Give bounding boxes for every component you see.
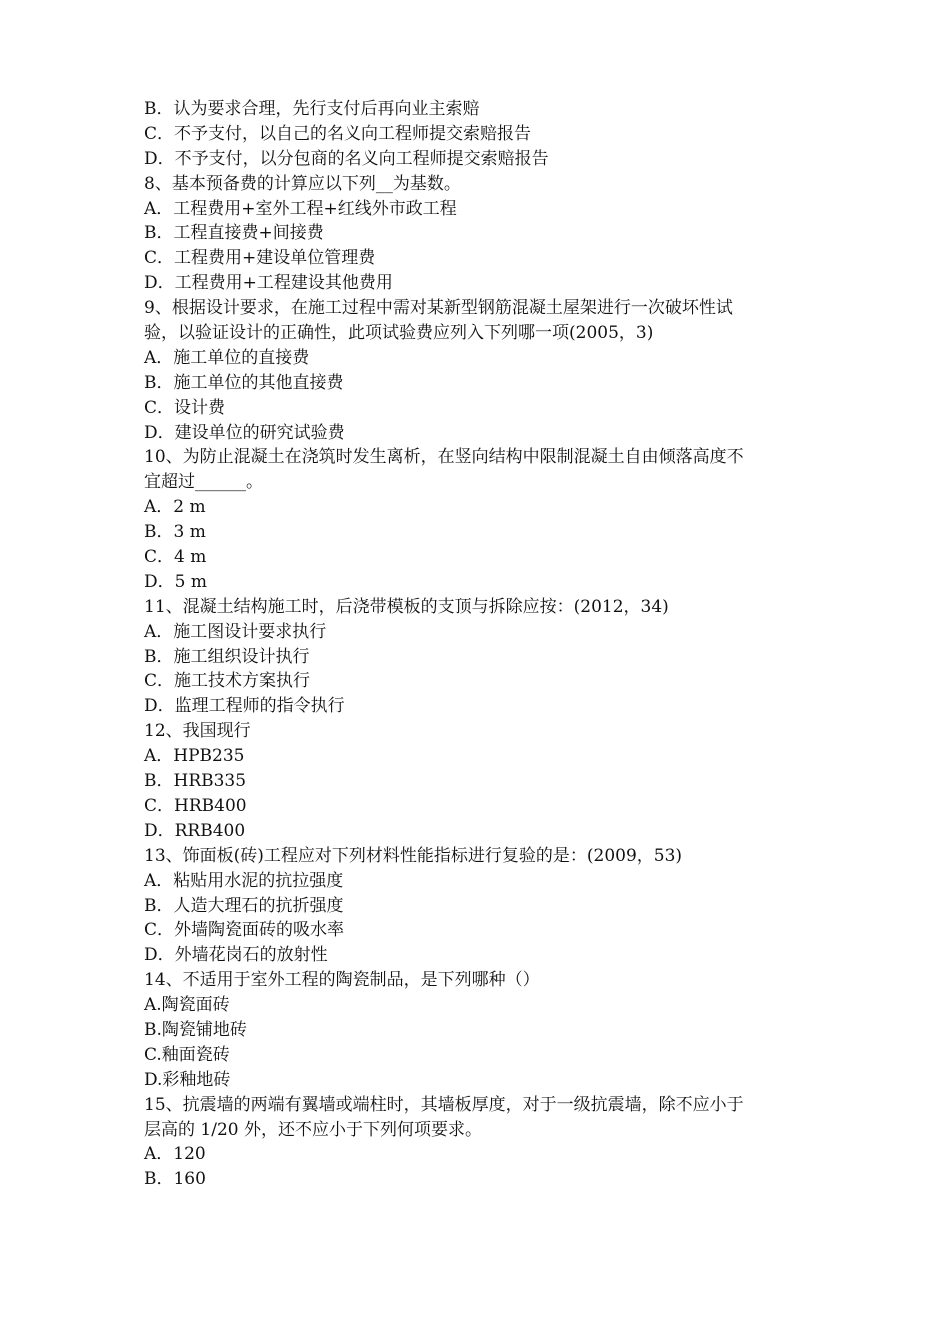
option-line: B．人造大理石的抗折强度 [144,895,344,916]
question-line: 9、根据设计要求，在施工过程中需对某新型钢筋混凝土屋架进行一次破坏性试 [144,298,733,319]
option-line: A.陶瓷面砖 [144,995,230,1016]
option-line: C．4 m [144,547,207,568]
option-line: A．2 m [144,497,206,518]
option-line: B．工程直接费+间接费 [144,223,324,244]
option-line: D．5 m [144,571,207,592]
question-line: 宜超过______。 [144,472,263,493]
option-line: C．工程费用+建设单位管理费 [144,248,376,269]
option-line: D．RRB400 [144,820,246,841]
question-line: 11、混凝土结构施工时，后浇带模板的支顶与拆除应按：(2012，34) [144,596,669,617]
question-line: 10、为防止混凝土在浇筑时发生离析，在竖向结构中限制混凝土自由倾落高度不 [144,447,744,468]
question-line: 15、抗震墙的两端有翼墙或端柱时，其墙板厚度，对于一级抗震墙，除不应小于 [144,1094,744,1115]
option-line: C．不予支付，以自己的名义向工程师提交索赔报告 [144,123,532,144]
option-line: D．建设单位的研究试验费 [144,422,345,443]
option-line: C．外墙陶瓷面砖的吸水率 [144,920,345,941]
option-line: B.陶瓷铺地砖 [144,1019,247,1040]
option-line: D．外墙花岗石的放射性 [144,945,328,966]
option-line: B．3 m [144,522,206,543]
option-line: B．认为要求合理，先行支付后再向业主索赔 [144,99,480,119]
option-line: C.釉面瓷砖 [144,1044,230,1065]
document-page [144,97,824,1192]
option-line: A．施工图设计要求执行 [144,621,327,642]
option-line: B．HRB335 [144,771,247,792]
option-line: B．160 [144,1169,206,1190]
question-line: 验，以验证设计的正确性，此项试验费应列入下列哪一项(2005，3) [144,323,654,344]
option-line: A．120 [144,1144,206,1165]
option-line: D．工程费用+工程建设其他费用 [144,273,393,294]
option-line: C．设计费 [144,397,226,418]
question-line: 13、饰面板(砖)工程应对下列材料性能指标进行复验的是：(2009，53) [144,845,683,866]
option-line: C．HRB400 [144,795,247,816]
option-line: D．不予支付，以分包商的名义向工程师提交索赔报告 [144,148,549,169]
option-line: B．施工单位的其他直接费 [144,372,344,393]
option-line: A．粘贴用水泥的抗拉强度 [144,870,344,891]
option-line: A．施工单位的直接费 [144,347,310,368]
option-line: B．施工组织设计执行 [144,646,310,667]
option-line: A．工程费用+室外工程+红线外市政工程 [144,198,457,219]
option-line: A．HPB235 [144,746,245,767]
question-line: 12、我国现行 [144,721,251,742]
option-line: D.彩釉地砖 [144,1069,231,1090]
question-line: 8、基本预备费的计算应以下列__为基数。 [144,173,461,194]
option-line: D．监理工程师的指令执行 [144,696,345,717]
option-line: C．施工技术方案执行 [144,671,311,692]
question-line: 14、不适用于室外工程的陶瓷制品，是下列哪种（） [144,970,540,991]
question-line: 层高的 1/20 外，还不应小于下列何项要求。 [144,1119,482,1140]
